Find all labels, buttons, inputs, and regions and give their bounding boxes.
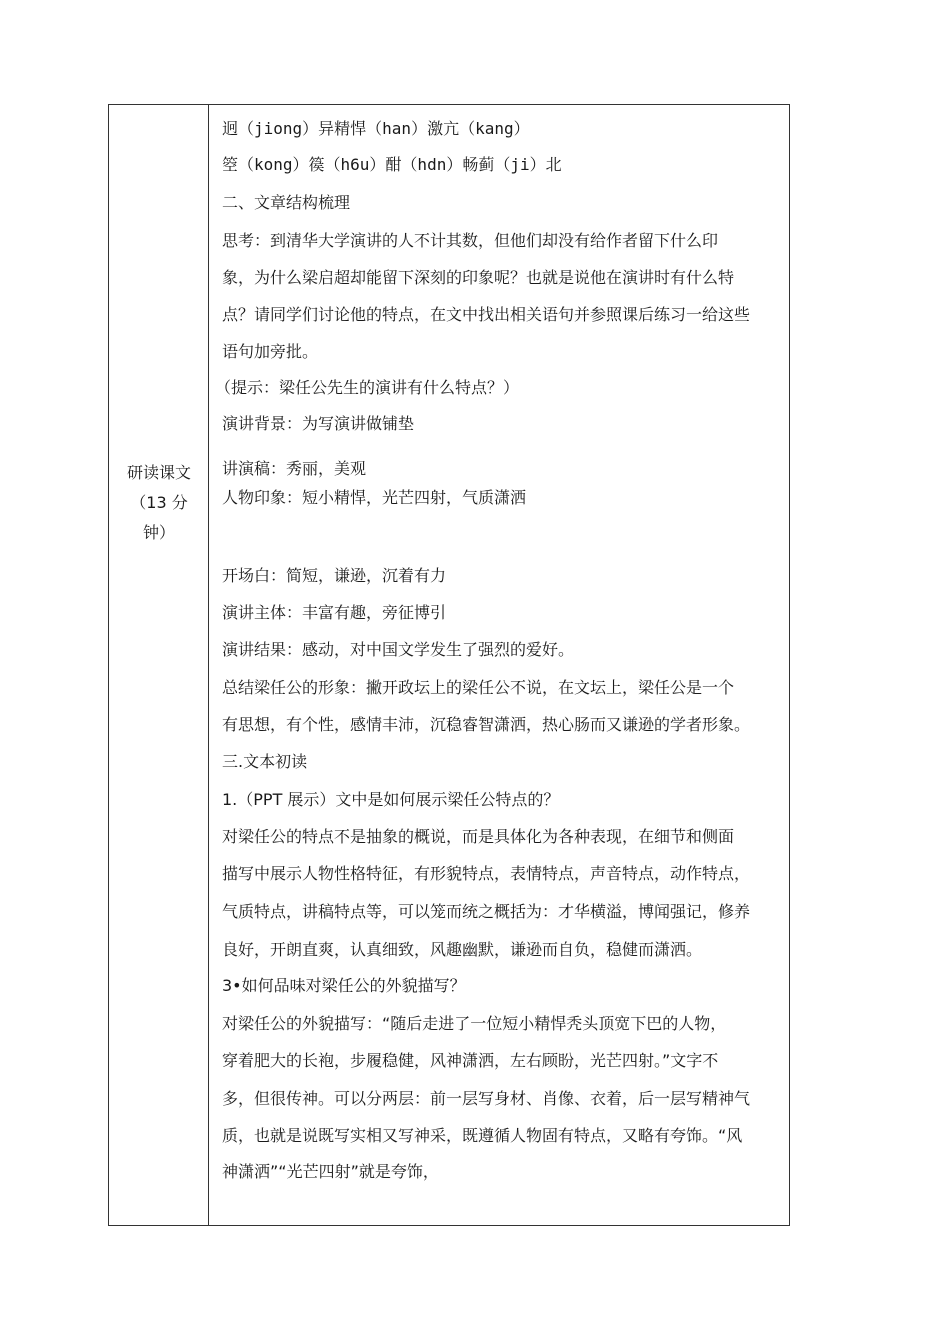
section-label-line: 钟） — [142, 523, 175, 542]
hint-line: （提示：梁任公先生的演讲有什么特点？） — [215, 378, 520, 397]
text-line: 点？请同学们讨论他的特点，在文中找出相关语句并参照课后练习一给这些 — [222, 305, 751, 324]
text-line: 开场白：简短，谦逊，沉着有力 — [222, 566, 447, 585]
text-line: 对梁任公的特点不是抽象的概说，而是具体化为各种表现，在细节和侧面 — [222, 827, 735, 846]
text-line: 穿着肥大的长袍，步履稳健，风神潇洒，左右顾盼，光芒四射。”文字不 — [222, 1051, 719, 1070]
text-line: 讲演稿：秀丽，美观 — [222, 459, 367, 478]
section-heading: 三.文本初读 — [222, 752, 308, 771]
text-line: 气质特点，讲稿特点等，可以笼而统之概括为：才华横溢，博闻强记，修养 — [222, 902, 751, 921]
text-line: 语句加旁批。 — [222, 342, 319, 361]
section-heading: 二、文章结构梳理 — [222, 193, 351, 212]
question-line: 1.（PPT 展示）文中是如何展示梁任公特点的？ — [222, 790, 560, 809]
text-line: 象，为什么梁启超却能留下深刻的印象呢？也就是说他在演讲时有什么特 — [222, 268, 735, 287]
text-line: 良好，开朗直爽，认真细致，风趣幽默，谦逊而自负，稳健而潇洒。 — [222, 940, 703, 959]
text-line: 多，但很传神。可以分两层：前一层写身材、肖像、衣着，后一层写精神气 — [222, 1089, 751, 1108]
pinyin-line: 箜（kong）篌（h6u）酣（hdn）畅蓟（ji）北 — [222, 155, 562, 174]
question-line: 3•如何品味对梁任公的外貌描写？ — [222, 976, 466, 995]
text-line: 神潇洒”“光芒四射”就是夸饰， — [222, 1162, 439, 1181]
text-line: 人物印象：短小精悍，光芒四射，气质潇洒 — [222, 488, 527, 507]
text-line: 演讲主体：丰富有趣，旁征博引 — [222, 603, 447, 622]
text-line: 描写中展示人物性格特征，有形貌特点，表情特点，声音特点，动作特点， — [222, 864, 751, 883]
section-label-line: （13 分 — [130, 493, 188, 512]
section-label-line: 研读课文 — [126, 463, 191, 482]
text-line: 演讲背景：为写演讲做铺垫 — [222, 414, 415, 433]
section-label — [109, 458, 209, 548]
text-line: 对梁任公的外貌描写：“随后走进了一位短小精悍秃头顶宽下巴的人物， — [222, 1014, 727, 1033]
text-line: 有思想，有个性，感情丰沛，沉稳睿智潇洒，热心肠而又谦逊的学者形象。 — [222, 715, 751, 734]
pinyin-line: 迥（jiong）异精悍（han）激亢（kang） — [222, 119, 530, 138]
section-label-cell — [109, 105, 209, 1225]
text-line: 质，也就是说既写实相又写神采，既遵循人物固有特点，又略有夸饰。“风 — [222, 1126, 743, 1145]
text-line: 思考：到清华大学演讲的人不计其数，但他们却没有给作者留下什么印 — [222, 231, 719, 250]
text-line: 总结梁任公的形象：撇开政坛上的梁任公不说，在文坛上，梁任公是一个 — [222, 678, 735, 697]
text-line: 演讲结果：感动，对中国文学发生了强烈的爱好。 — [222, 640, 575, 659]
content-table — [108, 104, 790, 1226]
